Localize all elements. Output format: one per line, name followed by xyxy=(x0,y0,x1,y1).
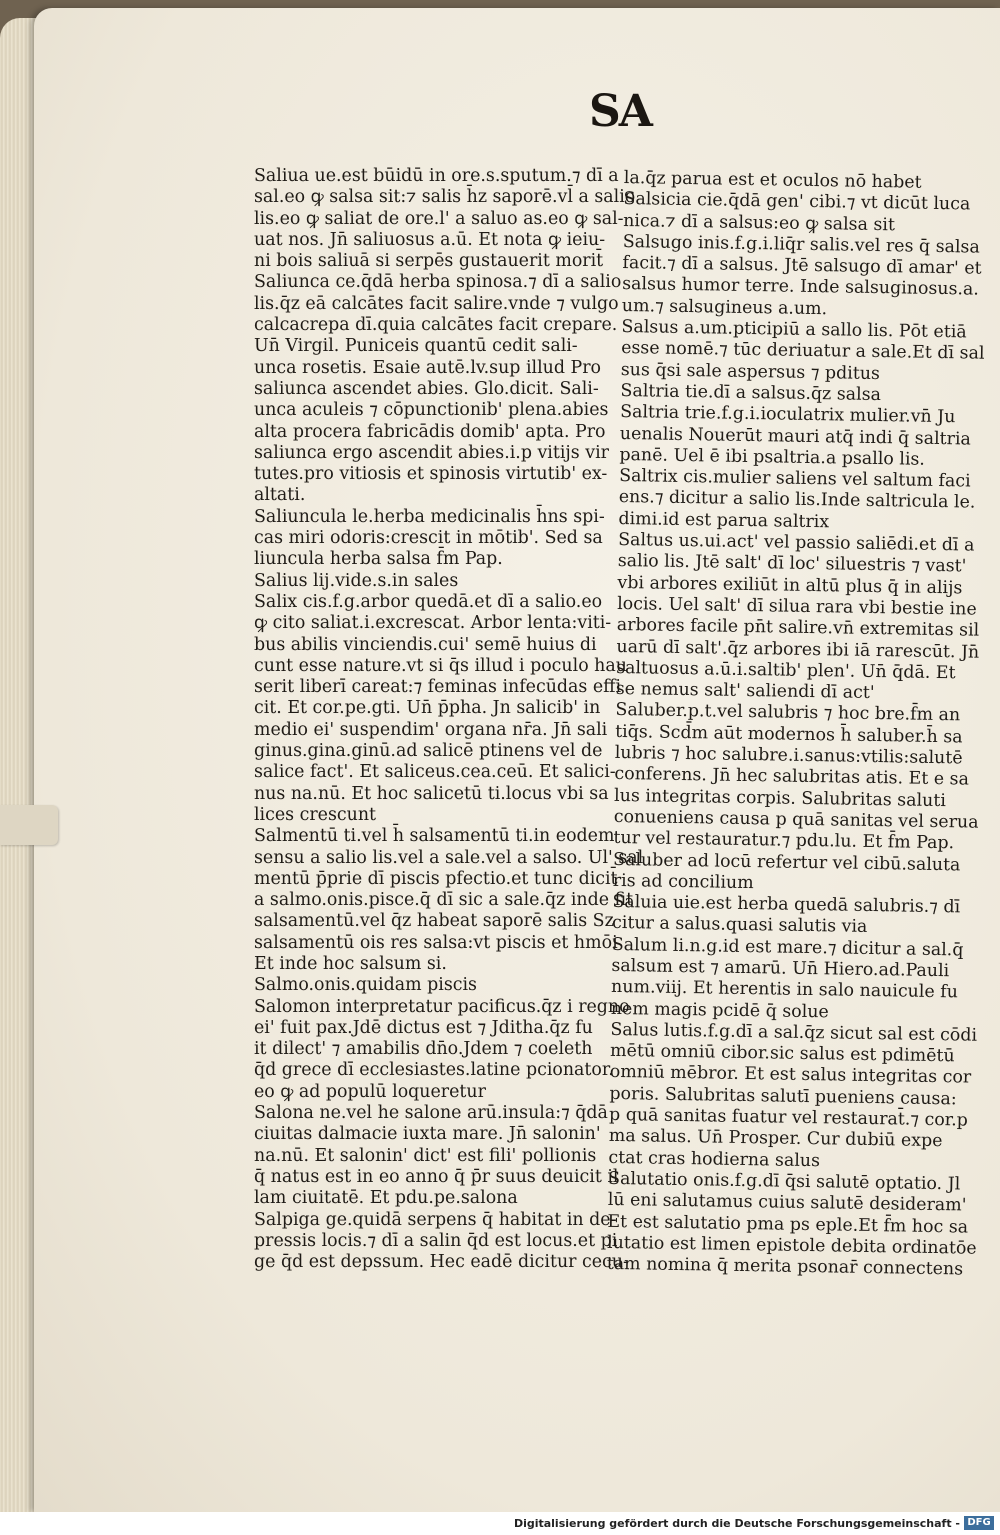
text-line: unca rosetis. Esaie autē.lv.sup illud Pro xyxy=(254,357,601,378)
footer-bar xyxy=(0,1512,1000,1535)
text-line: a salmo.onis.pisce.q̄ dī sic a sale.q̄z inde fit xyxy=(254,890,634,911)
text-line: Salix cis.f.g.arbor quedā.et dī a salio.eo xyxy=(254,591,603,612)
text-line: ens.⁊ dicitur a salio lis.Inde saltricula le. xyxy=(618,487,976,514)
text-line: lutatio est limen epistole debita ordinatōe xyxy=(606,1232,977,1259)
text-line: alta procera fabricādis domib' apta. Pro xyxy=(254,421,606,442)
text-line: mentū p̄prie dī piscis pfectio.et tunc dicit̄ xyxy=(254,868,618,889)
text-line: se nemus salt' saliendi dī act' xyxy=(615,679,875,704)
text-line: panē. Uel ē ibi psaltria.a psallo lis. xyxy=(619,444,926,470)
text-line: tutes.pro vitiosis et spinosis virtutib' ex- xyxy=(254,464,608,485)
text-line: saliunca ergo ascendit abies.i.p vitijs vir xyxy=(254,442,609,463)
text-line: nus na.nū. Et hoc salicetū ti.locus vbi sa xyxy=(254,783,609,804)
text-line: omniū mēbror. Et est salus integritas cor xyxy=(609,1062,972,1089)
text-line: poris. Salubritas salutī pueniens causa: xyxy=(609,1083,957,1110)
text-line: saltuosus a.ū.i.saltib' plen'. Un̄ q̄dā. Et xyxy=(615,657,956,684)
text-line: arbores facile pn̄t salire.vn̄ extremitas sil xyxy=(616,615,980,641)
text-line: serit liberī careat:⁊ feminas infecūdas effi xyxy=(254,677,622,698)
text-line: salsum est ⁊ amarū. Un̄ Hiero.ad.Pauli xyxy=(611,955,950,982)
text-line: citur a salus.quasi salutis via xyxy=(611,913,868,938)
text-line: calcacrepa dī.quia calcātes facit crepare. xyxy=(254,315,618,336)
text-line: p quā sanitas fuatur vel restaurat̄.⁊ cor.p xyxy=(608,1104,968,1131)
text-line: esse nomē.⁊ tūc deriuatur a sale.Et dī sal xyxy=(621,338,985,365)
text-line: ei' fuit pax.Jdē dictus est ⁊ Jditha.q̄z fu xyxy=(254,1017,593,1038)
text-line: dimi.id est parua saltrix xyxy=(618,508,830,533)
text-line: Salmo.onis.quidam piscis xyxy=(254,975,477,996)
text-line: ris ad concilium xyxy=(612,870,754,893)
text-line: Salsicia cie.q̄dā gen' cibi.⁊ vt dicūt luca xyxy=(623,189,971,215)
text-line: conueniens causa p quā sanitas vel serua xyxy=(613,806,979,833)
text-line: ꝙ cito saliat.i.excrescat. Arbor lenta:viti- xyxy=(254,613,612,634)
text-line: sensu a salio lis.vel a sale.vel a salso. Ul' sal xyxy=(254,847,644,868)
text-line: Salmentū ti.vel h̄ salsamentū ti.in eodem xyxy=(254,826,615,847)
text-line: Salomon interpretatur pacificus.q̄z i regno xyxy=(254,996,630,1017)
text-line: pressis locis.⁊ dī a salin q̄d est locus.et pi xyxy=(254,1230,618,1251)
text-line: q̄d grece dī ecclesiastes.latine pcionator. xyxy=(254,1060,614,1081)
text-line: cunt esse nature.vt si q̄s illud i poculo hau xyxy=(254,655,627,676)
text-line: Saluber.p.t.vel salubris ⁊ hoc bre.f̄m an xyxy=(615,700,961,726)
text-line: tiq̄s. Scd̄m aūt modernos h̄ saluber.h̄ sa xyxy=(614,721,963,748)
text-line: nica.⁊ dī a salsus:eo ꝙ salsa sit xyxy=(623,210,896,235)
text-line: salsamentū.vel q̄z habeat saporē salis Sz xyxy=(254,911,614,932)
text-line: q̄ natus est in eo anno q̄ p̄r suus deuicit il xyxy=(254,1166,619,1187)
dfg-logo: DFG xyxy=(964,1516,994,1530)
text-line: Salsus a.um.pticipiū a sallo lis. Pōt etiā xyxy=(621,317,967,343)
text-line: lices crescunt xyxy=(254,804,377,825)
text-line: Saliua ue.est būidū in ore.s.sputum.⁊ dī a xyxy=(254,166,619,186)
text-line: Salona ne.vel he salone arū.insula:⁊ q̄dā xyxy=(254,1103,608,1124)
text-line: locis. Uel salt' dī silua rara vbi bestie ine xyxy=(616,593,977,620)
text-line: bus abilis vinciendis.cui' semē huius di xyxy=(254,634,597,655)
text-line: ma salus. Un̄ Prosper. Cur dubiū expe xyxy=(608,1126,943,1152)
text-line: facit.⁊ dī a salsus. Jtē salsugo dī amar' et xyxy=(622,253,982,279)
text-line: Saluia uie.est herba quedā salubris.⁊ dī xyxy=(612,892,961,918)
text-line: salsamentū ois res salsa:vt piscis et hmōi xyxy=(254,932,618,953)
text-line: Salpiga ge.quidā serpens q̄ habitat in de- xyxy=(254,1209,617,1230)
text-line: cas miri odoris:crescit in mōtib'. Sed sa xyxy=(254,528,603,549)
text-line: ctat cras hodierna salus xyxy=(608,1147,821,1171)
text-line: saliunca ascendet abies. Glo.dicit. Sali- xyxy=(254,378,599,399)
text-line: uat nos. Jn̄ saliuosus a.ū. Et nota ꝙ ieiu- xyxy=(254,229,606,250)
text-line: ciuitas dalmacie iuxta mare. Jn̄ salonin' xyxy=(254,1124,601,1145)
running-head: SA xyxy=(589,86,651,137)
text-line: altati. xyxy=(254,485,306,506)
text-line: Un̄ Virgil. Puniceis quantū cedit sali- xyxy=(254,336,578,357)
text-line: salice fact'. Et saliceus.cea.ceū. Et salici- xyxy=(254,762,616,783)
text-line: vbi arbores exiliūt in altū plus q̄ in alijs xyxy=(617,572,963,599)
text-line: eo ꝙ ad populū loqueretur xyxy=(254,1081,486,1102)
text-line: Salsugo inis.f.g.i.liq̄r salis.vel res q̄ salsa xyxy=(622,231,980,258)
text-line: Salutatio onis.f.g.dī q̄si salutē optatio. Jl xyxy=(607,1168,961,1195)
text-line: Salus lutis.f.g.dī a sal.q̄z sicut sal est cōdi xyxy=(610,1019,978,1046)
text-line: sus q̄si sale aspersus ⁊ pditus xyxy=(620,359,881,384)
text-line: ginus.gina.ginū.ad salicē ptinens vel de xyxy=(254,741,603,762)
page-tab xyxy=(0,805,58,845)
text-line: cit. Et cor.pe.gti. Un̄ p̄pha. Jn salicib' in xyxy=(254,698,601,719)
text-line: na.nū. Et salonin' dict' est fili' pollionis xyxy=(254,1145,597,1166)
text-line: salio lis. Jtē salt' dī loc' siluestris ⁊ vast' xyxy=(617,551,967,577)
left-column xyxy=(254,166,644,1276)
text-line: um.⁊ salsugineus a.um. xyxy=(621,295,828,319)
right-column xyxy=(607,168,986,1284)
text-line: Saliuncula le.herba medicinalis h̄ns spi- xyxy=(254,506,605,527)
text-line: Saltus us.ui.act' vel passio saliēdi.et dī a xyxy=(617,530,975,556)
text-line: mētū omniū cibor.sic salus est pdimētū xyxy=(609,1041,955,1067)
text-line: Saltrix cis.mulier saliens vel saltum faci xyxy=(619,466,971,492)
text-line: Salius lij.vide.s.in sales xyxy=(254,570,459,591)
text-line: medio ei' suspendim' organa nr̄a. Jn̄ sali xyxy=(254,719,608,740)
text-line: it dilect' ⁊ amabilis dn̄o.Jdem ⁊ coeleth xyxy=(254,1039,593,1060)
text-line: Saltria trie.f.g.i.ioculatrix mulier.vn̄ Ju xyxy=(620,402,956,428)
text-line: nem magis pcidē q̄ solue xyxy=(610,998,829,1022)
text-line: tur vel restauratur.⁊ pdu.lu. Et f̄m Pap. xyxy=(613,828,955,854)
text-line: Saltria tie.dī a salsus.q̄z salsa xyxy=(620,380,882,406)
text-line: lis.eo ꝙ saliat de ore.l' a saluo as.eo ꝙ sal- xyxy=(254,208,624,229)
text-line: lū eni salutamus cuius salutē desideram' xyxy=(607,1190,967,1216)
text-line: Et est salutatio pma ps eple.Et f̄m hoc sa xyxy=(607,1211,969,1238)
text-line: unca aculeis ⁊ cōpunctionib' plena.abies xyxy=(254,400,609,421)
text-line: sal.eo ꝙ salsa sit:⁊ salis h̄z saporē.vl̄ a salio xyxy=(254,187,636,208)
text-line: uenalis Nouerūt mauri atq̄ indi q̄ saltria xyxy=(619,423,972,450)
text-line: num.viij. Et herentis in salo nauicule fu xyxy=(610,977,959,1003)
text-line: lis.q̄z eā calcātes facit salire.vnde ⁊ vulgo xyxy=(254,293,619,314)
text-line: salsus humor terre. Inde salsuginosus.a. xyxy=(622,274,980,301)
text-line: Salum li.n.g.id est mare.⁊ dicitur a sal.q̄ xyxy=(611,934,964,961)
text-line: Et inde hoc salsum si. xyxy=(254,953,447,974)
text-line: Saluber ad locū refertur vel cibū.saluta xyxy=(612,849,961,875)
text-line: ni bois saliuā si serpēs gustauerit morit̄ xyxy=(254,251,604,272)
text-line: liuncula herba salsa f̄m Pap. xyxy=(254,549,503,570)
text-line: ge q̄d est depssum. Hec eadē dicitur cecu- xyxy=(254,1252,629,1273)
text-line: tam nomina q̄ merita psonar̄ connectens xyxy=(606,1254,964,1280)
footer-credit: Digitalisierung gefördert durch die Deutsche Forschungsgemeinschaft - xyxy=(513,1517,960,1530)
text-line: Saliunca ce.q̄dā herba spinosa.⁊ dī a salio xyxy=(254,272,622,293)
text-line: lus integritas corpis. Salubritas saluti xyxy=(613,785,947,811)
text-line: lam ciuitatē. Et pdu.pe.salona xyxy=(254,1188,518,1209)
text-line: uarū dī salt'.q̄z arbores ibi iā rarescūt. Jn̄ xyxy=(616,636,980,663)
text-line: lubris ⁊ hoc salubre.i.sanus:vtilis:salutē xyxy=(614,742,963,769)
text-line: conferens. Jn̄ hec salubritas atis. Et e sa xyxy=(614,764,970,790)
text-line: la.q̄z parua est et oculos nō habet xyxy=(623,168,922,193)
